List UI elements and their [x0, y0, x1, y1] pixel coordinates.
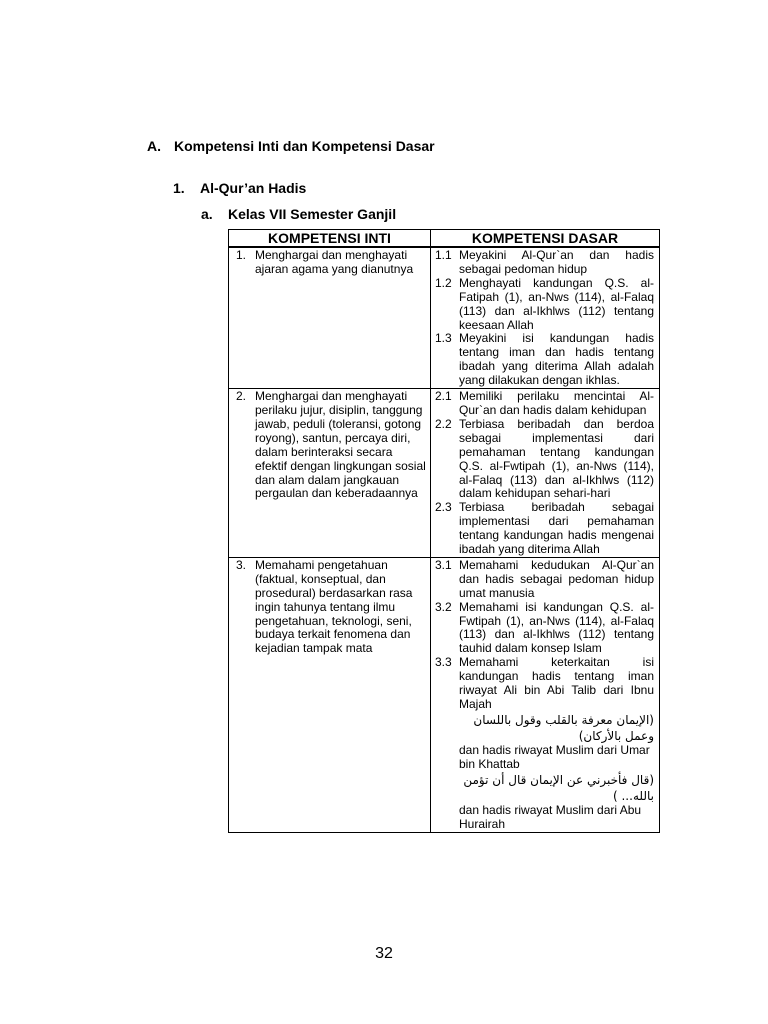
kd-item	[435, 332, 654, 388]
kd-cell	[431, 389, 660, 558]
table-row	[229, 389, 660, 558]
kd-text: Meyakini isi kandungan hadis tentang iman dan hadis tentang ibadah yang diterima Allah adalah yang dilakukan dengan ikhlas.	[459, 331, 654, 388]
kd-number: 2.2	[435, 416, 452, 431]
arabic-hadith-text: (قال فأخبرني عن الإيمان قال أن تؤمن بالله... )	[463, 772, 654, 803]
hadith-source-text: dan hadis riwayat Muslim dari Abu Hurairah	[459, 802, 642, 831]
ki-text: Menghargai dan menghayati ajaran agama yang dianutnya	[255, 248, 414, 276]
kd-item	[435, 601, 654, 657]
kd-item	[435, 501, 654, 557]
subsection-number: 1.	[173, 180, 185, 196]
ki-item	[233, 559, 426, 656]
kd-cell	[431, 247, 660, 389]
ki-number: 3.	[236, 557, 247, 572]
kd-text: Memahami keterkaitan isi kandungan hadis tentang iman riwayat Ali bin Abi Talib dari Ibnu Majah	[459, 655, 654, 711]
kd-number: 3.1	[435, 557, 452, 572]
kd-text: Meyakini Al-Qur`an dan hadis sebagai pedoman hidup	[459, 248, 654, 276]
ki-text: Memahami pengetahuan (faktual, konseptual, dan prosedural) berdasarkan rasa ingin tahunya tentang ilmu pengetahuan, teknologi, seni, budaya terkait fenomena dan kejadian tampak mata	[255, 557, 413, 656]
section-title: Kompetensi Inti dan Kompetensi Dasar	[174, 138, 435, 154]
subsubsection-number: a.	[201, 206, 213, 222]
kd-text: Memahami isi kandungan Q.S. al-Fwtipah (1), an-Nws (114), al-Falaq (113) dan al-Ikhlws (112) tentang tauhid dalam konsep Islam	[459, 599, 654, 656]
kd-item	[435, 656, 654, 712]
ki-cell	[229, 389, 431, 558]
subsection-title: Al-Qur’an Hadis	[200, 180, 307, 196]
ki-cell	[229, 557, 431, 832]
arabic-hadith-text: (الإيمان معرفة بالقلب وقول باللسان وعمل بالأركان)	[473, 712, 654, 743]
kd-item	[435, 418, 654, 501]
ki-item	[233, 249, 426, 277]
kd-number: 3.3	[435, 655, 452, 670]
competency-table	[228, 229, 660, 833]
kd-cell	[431, 557, 660, 832]
ki-number: 2.	[236, 389, 247, 404]
kd-text: Terbiasa beribadah dan berdoa sebagai implementasi dari pemahaman tentang kandungan Q.S. al-Fwtipah (1), an-Nws (114), al-Falaq (113) dan al-Ikhlws (112) dalam kehidupan sehari-hari	[459, 416, 654, 501]
section-heading-a	[147, 138, 435, 154]
subsubsection-title: Kelas VII Semester Ganjil	[228, 206, 397, 222]
kd-text: Terbiasa beribadah sebagai implementasi dari pemahaman tentang kandungan hadis mengenai ibadah yang diterima Allah	[459, 500, 654, 557]
table-header-row	[229, 230, 660, 248]
subsubsection-heading-a	[201, 206, 396, 222]
kd-text: Menghayati kandungan Q.S. al-Fatipah (1), an-Nws (114), al-Falaq (113) dan al-Ikhlws (112) tentang keesaan Allah	[459, 275, 654, 332]
header-kompetensi-dasar: KOMPETENSI DASAR	[431, 230, 660, 248]
table-row	[229, 557, 660, 832]
ki-text: Menghargai dan menghayati perilaku jujur, disiplin, tanggung jawab, peduli (toleransi, gotong royong), santun, percaya diri, dalam berinteraksi secara efektif dengan lingkungan sosial dan alam dalam jangkauan pergaulan dan keberadaannya	[255, 389, 426, 501]
ki-item	[233, 390, 426, 501]
kd-number: 2.3	[435, 500, 452, 515]
kd-number: 1.3	[435, 331, 452, 346]
hadith-source-text: dan hadis riwayat Muslim dari Umar bin Khattab	[459, 742, 650, 771]
subsection-heading-1	[173, 180, 306, 196]
header-kompetensi-inti: KOMPETENSI INTI	[229, 230, 431, 248]
kd-number: 3.2	[435, 599, 452, 614]
ki-number: 1.	[236, 248, 247, 262]
kd-text: Memiliki perilaku mencintai Al-Qur`an dan hadis dalam kehidupan	[459, 389, 654, 417]
kd-item	[435, 277, 654, 333]
kd-item	[435, 249, 654, 277]
kd-text: Memahami kedudukan Al-Qur`an dan hadis sebagai pedoman hidup umat manusia	[459, 557, 654, 600]
kd-item	[435, 390, 654, 418]
kd-item	[435, 559, 654, 601]
kd-number: 1.1	[435, 248, 452, 262]
page-number: 32	[375, 945, 393, 962]
table-row	[229, 247, 660, 389]
section-number: A.	[147, 138, 161, 154]
ki-cell	[229, 247, 431, 389]
kd-number: 1.2	[435, 275, 452, 290]
kd-number: 2.1	[435, 389, 452, 404]
